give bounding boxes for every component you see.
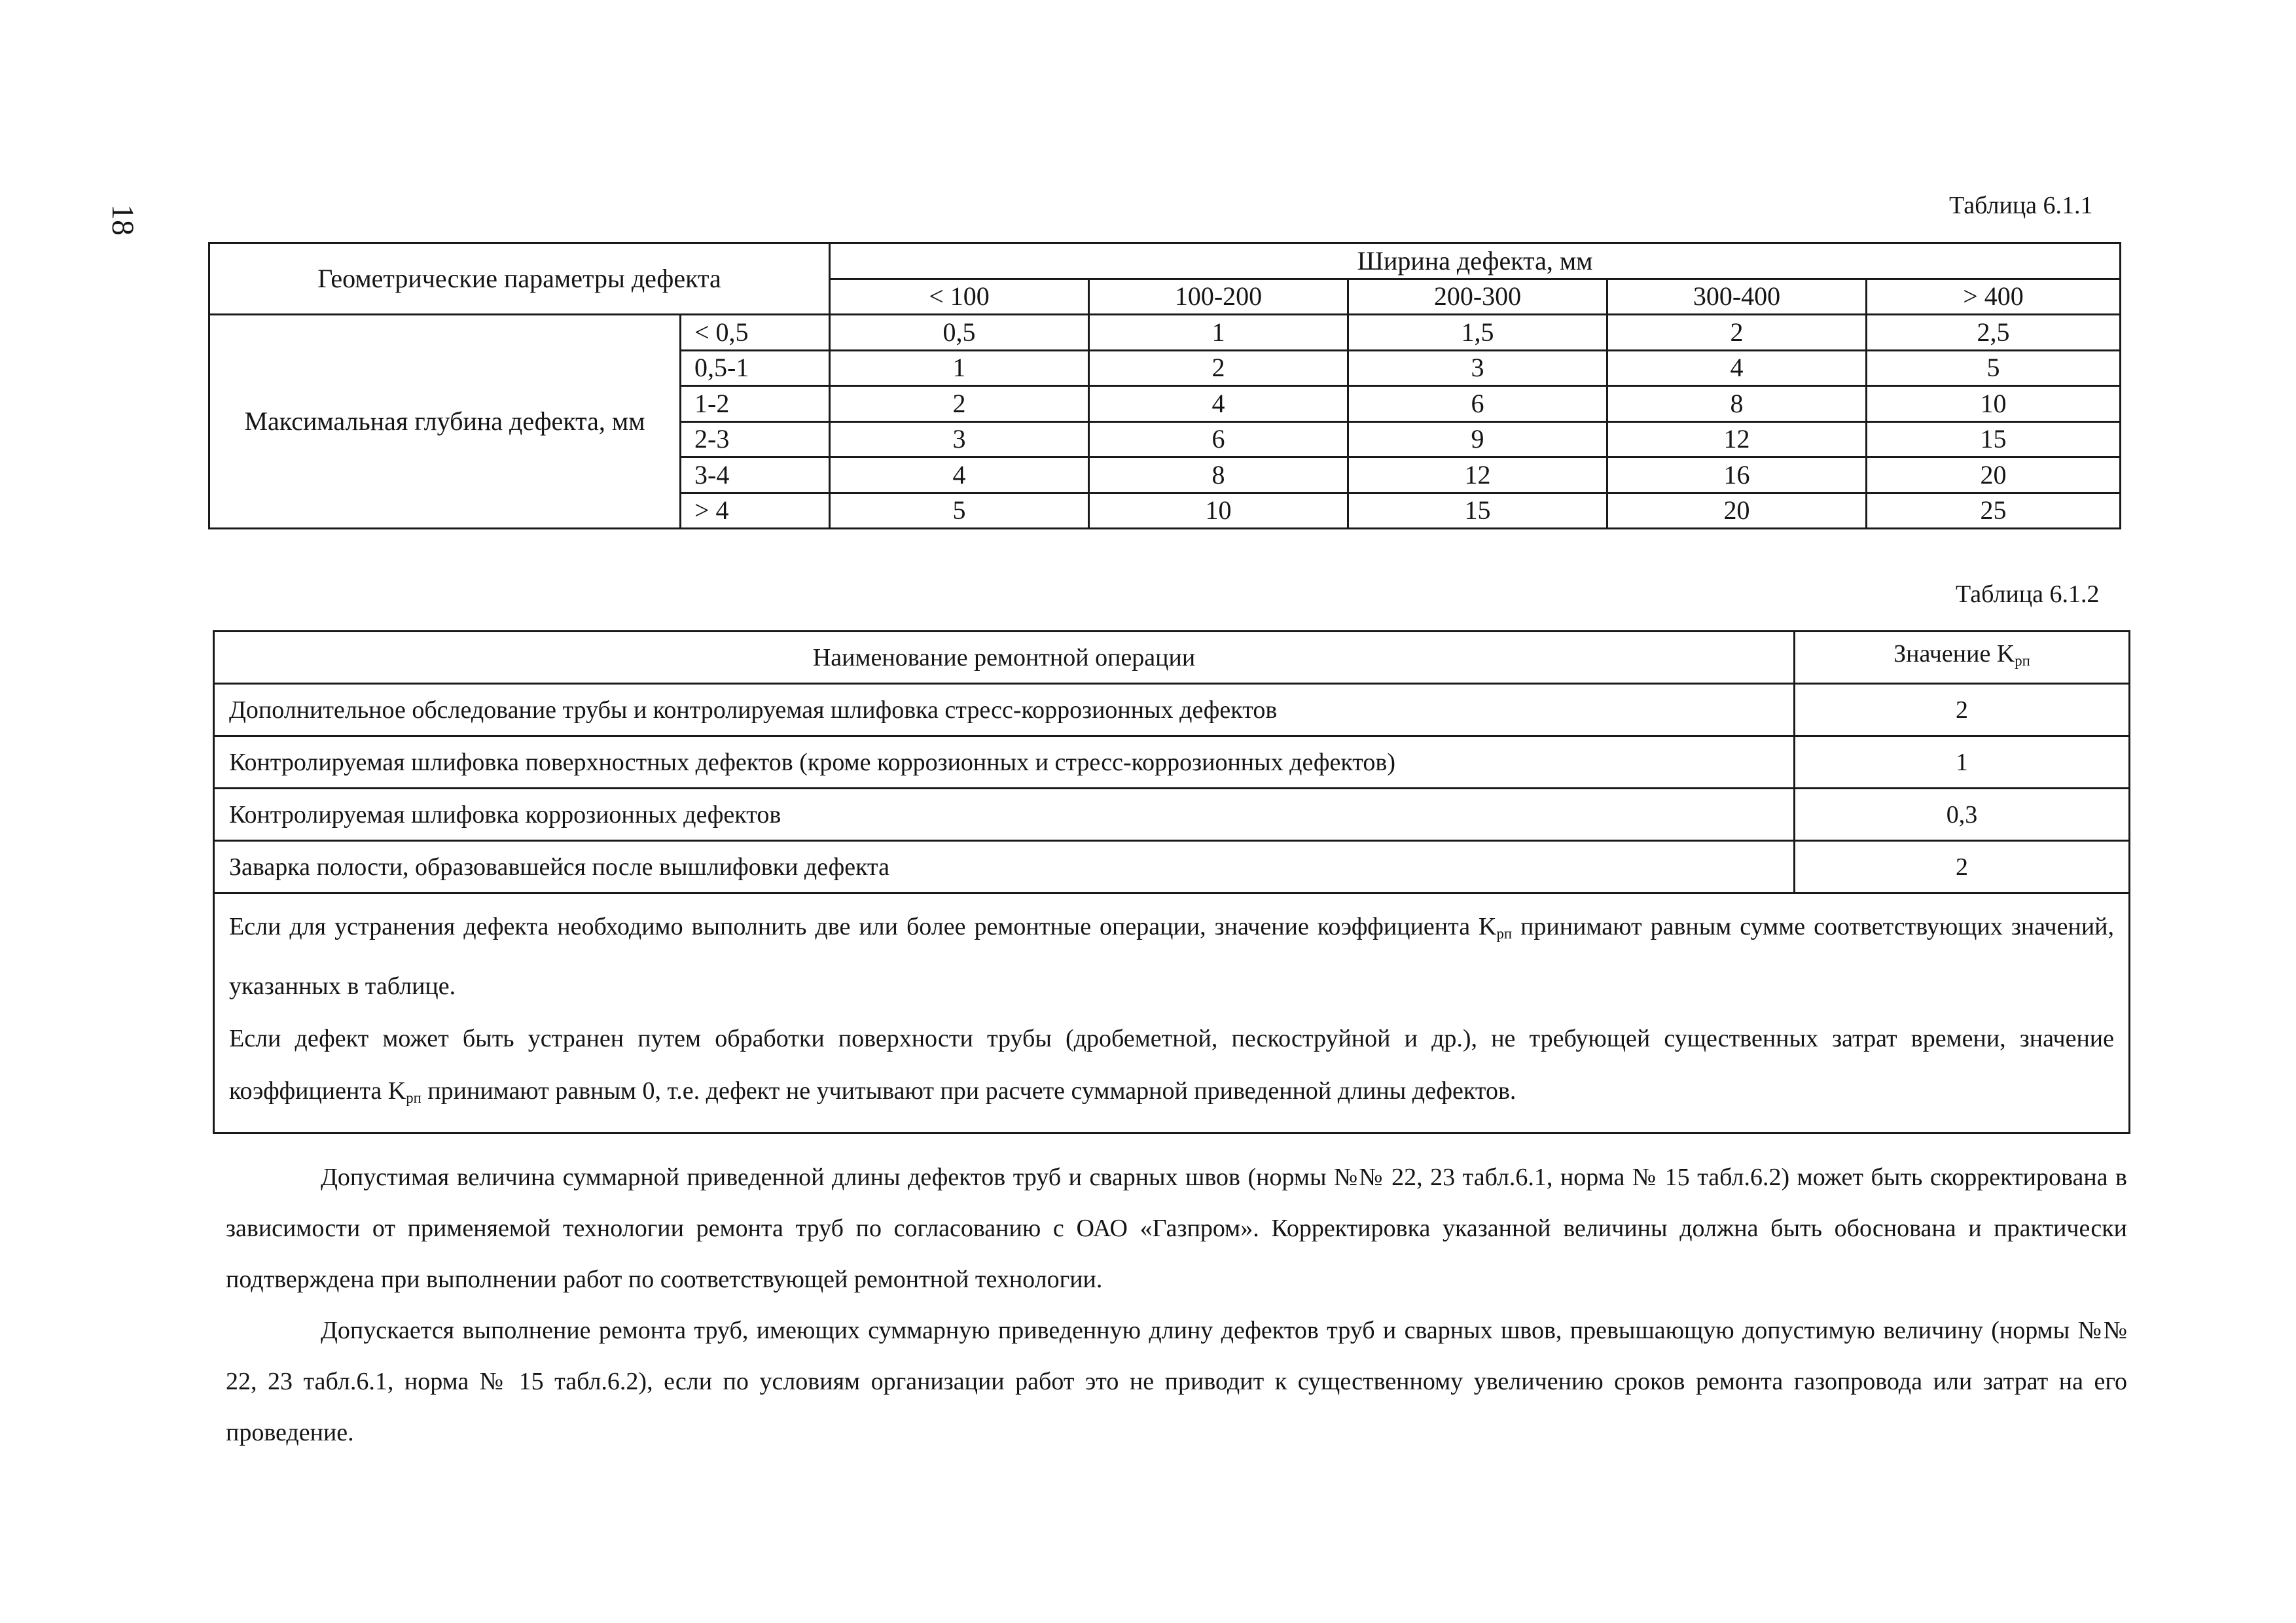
- body-text: [226, 1152, 2127, 1458]
- coefficient-value: 1: [1795, 736, 2130, 789]
- note-surface-treatment: Если дефект может быть устранен путем обработки поверхности трубы (дробеметной, пескоструйной и др.), не требующей существенных затрат времени, значение коэффициента $K_{рп}$ принимают равным 0, т.е. дефект не учитывают при расчете суммарной приведенной длины дефектов.: [229, 1025, 2114, 1106]
- table-cell: 16: [1607, 457, 1867, 493]
- table-cell: 1: [1089, 315, 1348, 351]
- width-column-header: > 400: [1867, 279, 2121, 315]
- depth-row-header: 3-4: [681, 457, 830, 493]
- table-cell: 8: [1607, 386, 1867, 422]
- paragraph: Допустимая величина суммарной приведенной длины дефектов труб и сварных швов (нормы №№ 22, 23 табл.6.1, норма № 15 табл.6.2) может быть скорректирована в зависимости от применяемой технологии ремонта труб по согласованию с ОАО «Газпром». Корректировка указанной величины должна быть обоснована и практически подтверждена при выполнении работ по соответствующей ремонтной технологии.: [226, 1164, 2127, 1293]
- table-cell: 1,5: [1348, 315, 1607, 351]
- table-6-1-1-caption: Таблица 6.1.1: [1949, 192, 2093, 219]
- table-cell: 12: [1607, 421, 1867, 457]
- table-cell: 25: [1867, 493, 2121, 529]
- table-cell: 10: [1867, 386, 2121, 422]
- table-cell: 2,5: [1867, 315, 2121, 351]
- defect-parameters-table: [208, 242, 2121, 529]
- repair-operations-table: [213, 630, 2130, 1134]
- table-cell: 2: [1607, 315, 1867, 351]
- width-column-header: 100-200: [1089, 279, 1348, 315]
- table-cell: 12: [1348, 457, 1607, 493]
- note-multiple-operations: Если для устранения дефекта необходимо выполнить две или более ремонтные операции, значение коэффициента $K_{рп}$ принимают равным сумме соответствующих значений, указанных в таблице.: [229, 913, 2114, 1000]
- table-cell: 5: [1867, 350, 2121, 386]
- table-notes: [214, 893, 2130, 1133]
- operation-name: Заварка полости, образовавшейся после вышлифовки дефекта: [214, 841, 1795, 893]
- depth-row-header: 0,5-1: [681, 350, 830, 386]
- table-cell: 9: [1348, 421, 1607, 457]
- coefficient-value: 2: [1795, 684, 2130, 736]
- depth-row-header: > 4: [681, 493, 830, 529]
- table-6-1-2-caption: Таблица 6.1.2: [1956, 580, 2100, 608]
- table-cell: 3: [1348, 350, 1607, 386]
- width-column-header: 300-400: [1607, 279, 1867, 315]
- table-cell: 8: [1089, 457, 1348, 493]
- table-cell: 2: [830, 386, 1089, 422]
- table-cell: 6: [1089, 421, 1348, 457]
- table-cell: 5: [830, 493, 1089, 529]
- page-number: 18: [105, 204, 140, 236]
- paragraph: Допускается выполнение ремонта труб, имеющих суммарную приведенную длину дефектов труб и сварных швов, превышающую допустимую величину (нормы №№ 22, 23 табл.6.1, норма № 15 табл.6.2), если по условиям организации работ это не приводит к существенному увеличению сроков ремонта газопровода или затрат на его проведение.: [226, 1317, 2127, 1446]
- width-column-header: < 100: [830, 279, 1089, 315]
- depth-row-header: 1-2: [681, 386, 830, 422]
- coefficient-value: 2: [1795, 841, 2130, 893]
- table-cell: 4: [1089, 386, 1348, 422]
- coefficient-value-header: Значение $K_{рп}$: [1795, 632, 2130, 684]
- table-cell: 3: [830, 421, 1089, 457]
- table-cell: 10: [1089, 493, 1348, 529]
- operation-name: Дополнительное обследование трубы и контролируемая шлифовка стресс-коррозионных дефектов: [214, 684, 1795, 736]
- table-cell: 0,5: [830, 315, 1089, 351]
- table-cell: 15: [1348, 493, 1607, 529]
- geometric-parameters-header: Геометрические параметры дефекта: [209, 243, 830, 315]
- operation-name: Контролируемая шлифовка коррозионных дефектов: [214, 789, 1795, 841]
- width-column-header: 200-300: [1348, 279, 1607, 315]
- depth-row-header: 2-3: [681, 421, 830, 457]
- table-cell: 20: [1867, 457, 2121, 493]
- table-cell: 15: [1867, 421, 2121, 457]
- table-cell: 6: [1348, 386, 1607, 422]
- depth-row-header: < 0,5: [681, 315, 830, 351]
- operation-name: Контролируемая шлифовка поверхностных дефектов (кроме коррозионных и стресс-коррозионных дефектов): [214, 736, 1795, 789]
- table-cell: 4: [1607, 350, 1867, 386]
- table-cell: 2: [1089, 350, 1348, 386]
- table-cell: 20: [1607, 493, 1867, 529]
- max-depth-label: Максимальная глубина дефекта, мм: [209, 315, 681, 529]
- defect-width-header: Ширина дефекта, мм: [830, 243, 2121, 279]
- table-cell: 4: [830, 457, 1089, 493]
- table-cell: 1: [830, 350, 1089, 386]
- coefficient-value: 0,3: [1795, 789, 2130, 841]
- operation-name-header: Наименование ремонтной операции: [214, 632, 1795, 684]
